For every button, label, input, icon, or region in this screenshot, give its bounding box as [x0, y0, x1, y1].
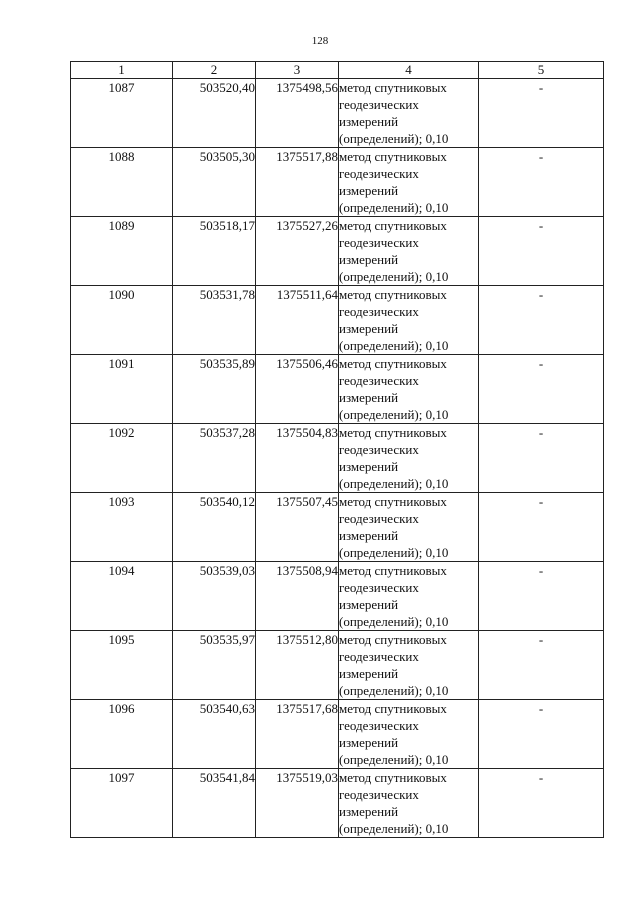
coordinate-y-cell: 1375512,80	[256, 631, 339, 700]
point-number-cell: 1091	[71, 355, 173, 424]
coordinate-y-cell: 1375498,56	[256, 79, 339, 148]
method-cell	[339, 424, 479, 493]
method-text-line: измерений	[339, 735, 399, 750]
method-text-line: метод спутниковых	[339, 494, 447, 509]
method-text-line: метод спутниковых	[339, 218, 447, 233]
coordinate-y-cell: 1375507,45	[256, 493, 339, 562]
method-text-line: геодезических	[339, 304, 419, 319]
method-text-line: (определений); 0,10	[339, 476, 449, 491]
method-text-line: измерений	[339, 321, 399, 336]
table-row	[71, 217, 604, 286]
method-text-line: геодезических	[339, 442, 419, 457]
method-text-line: измерений	[339, 528, 399, 543]
coordinates-table	[70, 61, 604, 838]
method-text-line: измерений	[339, 666, 399, 681]
method-text-line: (определений); 0,10	[339, 269, 449, 284]
coordinate-x-cell: 503540,12	[173, 493, 256, 562]
method-text-line: геодезических	[339, 718, 419, 733]
method-cell	[339, 769, 479, 838]
column-header-4: 4	[339, 62, 479, 79]
method-text-line: (определений); 0,10	[339, 545, 449, 560]
method-cell	[339, 355, 479, 424]
note-cell: -	[479, 79, 604, 148]
method-cell	[339, 700, 479, 769]
point-number-cell: 1095	[71, 631, 173, 700]
point-number-cell: 1087	[71, 79, 173, 148]
note-cell: -	[479, 700, 604, 769]
note-cell: -	[479, 355, 604, 424]
method-text-line: геодезических	[339, 787, 419, 802]
method-cell	[339, 562, 479, 631]
method-text-line: геодезических	[339, 166, 419, 181]
method-text-line: метод спутниковых	[339, 287, 447, 302]
method-text-line: геодезических	[339, 649, 419, 664]
method-text-line: геодезических	[339, 235, 419, 250]
coordinate-y-cell: 1375517,88	[256, 148, 339, 217]
method-text-line: метод спутниковых	[339, 770, 447, 785]
method-text-line: измерений	[339, 597, 399, 612]
method-text-line: измерений	[339, 390, 399, 405]
note-cell: -	[479, 769, 604, 838]
method-cell	[339, 631, 479, 700]
method-text-line: измерений	[339, 252, 399, 267]
note-cell: -	[479, 562, 604, 631]
note-cell: -	[479, 424, 604, 493]
table-row	[71, 700, 604, 769]
table-row	[71, 769, 604, 838]
method-text-line: (определений); 0,10	[339, 683, 449, 698]
point-number-cell: 1093	[71, 493, 173, 562]
method-text-line: измерений	[339, 459, 399, 474]
coordinate-y-cell: 1375504,83	[256, 424, 339, 493]
point-number-cell: 1094	[71, 562, 173, 631]
method-cell	[339, 286, 479, 355]
method-text-line: измерений	[339, 114, 399, 129]
table-row	[71, 424, 604, 493]
method-text-line: геодезических	[339, 511, 419, 526]
point-number-cell: 1097	[71, 769, 173, 838]
coordinate-x-cell: 503537,28	[173, 424, 256, 493]
table-row	[71, 286, 604, 355]
coordinate-x-cell: 503535,97	[173, 631, 256, 700]
method-text-line: метод спутниковых	[339, 563, 447, 578]
note-cell: -	[479, 631, 604, 700]
method-text-line: метод спутниковых	[339, 356, 447, 371]
method-text-line: (определений); 0,10	[339, 200, 449, 215]
coordinate-y-cell: 1375506,46	[256, 355, 339, 424]
point-number-cell: 1096	[71, 700, 173, 769]
method-text-line: метод спутниковых	[339, 149, 447, 164]
coordinate-x-cell: 503541,84	[173, 769, 256, 838]
coordinate-y-cell: 1375511,64	[256, 286, 339, 355]
coordinate-y-cell: 1375519,03	[256, 769, 339, 838]
table-row	[71, 355, 604, 424]
coordinate-x-cell: 503518,17	[173, 217, 256, 286]
coordinate-x-cell: 503535,89	[173, 355, 256, 424]
table-body	[71, 79, 604, 838]
method-cell	[339, 493, 479, 562]
table-row	[71, 562, 604, 631]
method-text-line: метод спутниковых	[339, 80, 447, 95]
method-text-line: (определений); 0,10	[339, 752, 449, 767]
coordinate-x-cell: 503540,63	[173, 700, 256, 769]
method-text-line: геодезических	[339, 580, 419, 595]
point-number-cell: 1092	[71, 424, 173, 493]
method-cell	[339, 148, 479, 217]
method-text-line: метод спутниковых	[339, 701, 447, 716]
coordinate-y-cell: 1375517,68	[256, 700, 339, 769]
coordinate-x-cell: 503539,03	[173, 562, 256, 631]
page-number: 128	[311, 35, 329, 47]
method-text-line: метод спутниковых	[339, 632, 447, 647]
point-number-cell: 1088	[71, 148, 173, 217]
method-text-line: метод спутниковых	[339, 425, 447, 440]
method-cell	[339, 217, 479, 286]
method-text-line: (определений); 0,10	[339, 614, 449, 629]
note-cell: -	[479, 217, 604, 286]
column-header-2: 2	[173, 62, 256, 79]
method-text-line: геодезических	[339, 97, 419, 112]
method-text-line: измерений	[339, 183, 399, 198]
table-row	[71, 631, 604, 700]
column-header-5: 5	[479, 62, 604, 79]
note-cell: -	[479, 286, 604, 355]
point-number-cell: 1089	[71, 217, 173, 286]
method-text-line: (определений); 0,10	[339, 338, 449, 353]
method-text-line: (определений); 0,10	[339, 407, 449, 422]
table-row	[71, 493, 604, 562]
coordinate-y-cell: 1375508,94	[256, 562, 339, 631]
point-number-cell: 1090	[71, 286, 173, 355]
note-cell: -	[479, 493, 604, 562]
note-cell: -	[479, 148, 604, 217]
coordinate-x-cell: 503505,30	[173, 148, 256, 217]
method-cell	[339, 79, 479, 148]
method-text-line: геодезических	[339, 373, 419, 388]
table-header-row	[71, 62, 604, 79]
method-text-line: (определений); 0,10	[339, 821, 449, 836]
method-text-line: измерений	[339, 804, 399, 819]
column-header-1: 1	[71, 62, 173, 79]
table-row	[71, 148, 604, 217]
coordinate-x-cell: 503531,78	[173, 286, 256, 355]
column-header-3: 3	[256, 62, 339, 79]
coordinate-x-cell: 503520,40	[173, 79, 256, 148]
table-row	[71, 79, 604, 148]
method-text-line: (определений); 0,10	[339, 131, 449, 146]
coordinate-y-cell: 1375527,26	[256, 217, 339, 286]
